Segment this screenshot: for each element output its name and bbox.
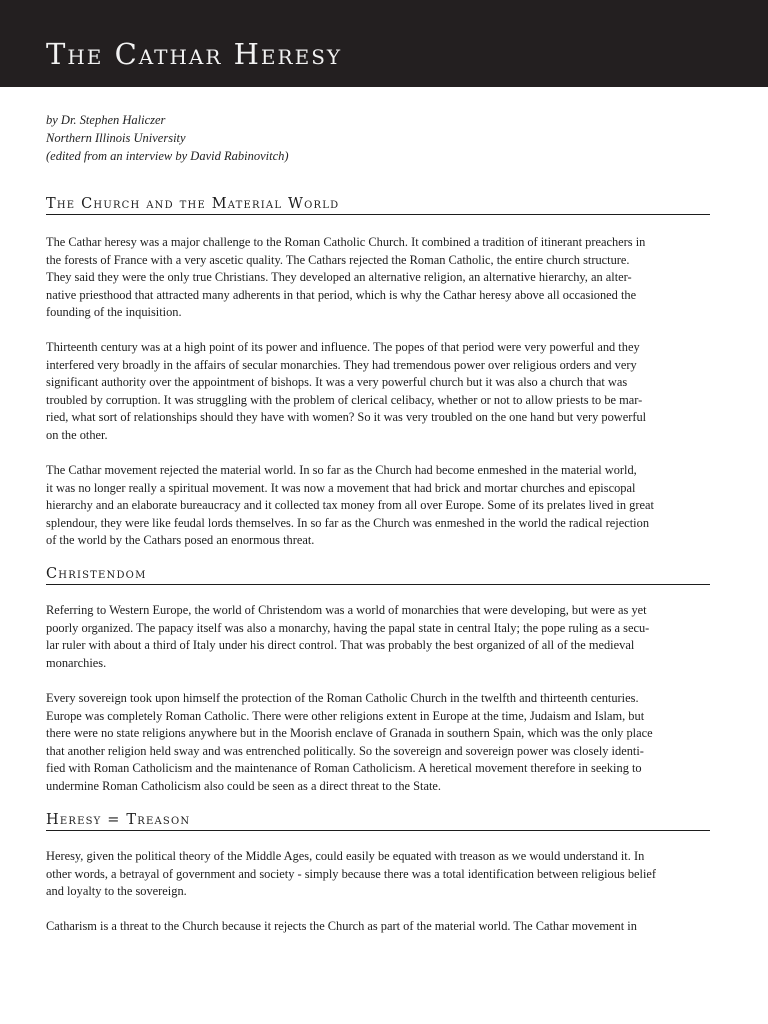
paragraph <box>46 918 714 936</box>
paragraph <box>46 602 714 672</box>
text-line: undermine Roman Catholicism also could be seen as a direct threat to the State. <box>46 778 442 793</box>
paragraph <box>46 848 714 901</box>
text-line: there were no state religions anywhere but in the Moorish enclave of Granada in southern Spain, which was the only place <box>46 726 653 740</box>
text-line: Referring to Western Europe, the world of Christendom was a world of monarchies that were developing, but were as yet <box>46 603 647 617</box>
text-line: that another religion held sway and was entrenched politically. So the sovereign and sovereign power was closely identi- <box>46 743 644 758</box>
paragraph <box>46 462 714 550</box>
text-line: Europe was completely Roman Catholic. There were other religions extent in Europe at the time, Judaism and Islam, but <box>46 708 645 723</box>
text-line: troubled by corruption. It was struggling with the problem of clerical celibacy, whether or not to allow priests to be mar- <box>46 392 643 407</box>
text-line: significant authority over the appointment of bishops. It was a very powerful church but it was also a church that was <box>46 375 628 389</box>
text-line: other words, a betrayal of government and society - simply because there was a total identification between religious belief <box>46 866 657 881</box>
text-line: it was no longer really a spiritual movement. It was now a movement that had brick and mortar churches and episcopal <box>46 480 636 495</box>
text-line: on the other. <box>46 427 108 442</box>
text-line: poorly organized. The papacy itself was also a monarchy, having the papal state in central Italy; the pope ruling as a secu- <box>46 620 650 635</box>
paragraph <box>46 690 714 795</box>
text-line: The Cathar movement rejected the material world. In so far as the Church had become enmeshed in the material world, <box>46 463 637 477</box>
section-heading-church-material-world: The Church and the Material World <box>46 196 710 215</box>
text-line: Catharism is a threat to the Church because it rejects the Church as part of the material world. The Cathar movement in <box>46 919 637 933</box>
text-line: interfered very broadly in the affairs of secular monarchies. They had tremendous power over religious orders and very <box>46 357 637 372</box>
section-heading-heresy-treason: Heresy = Treason <box>46 812 710 831</box>
text-line: hierarchy and an elaborate bureaucracy and it collected tax money from all over Europe. Some of its prelates lived in great <box>46 498 654 512</box>
paragraph <box>46 234 714 322</box>
text-line: The Cathar heresy was a major challenge to the Roman Catholic Church. It combined a tradition of itinerant preachers in <box>46 235 646 249</box>
section-heading-christendom: Christendom <box>46 566 710 585</box>
text-line: ried, what sort of relationships should they have with women? So it was very troubled on the one hand but very powerful <box>46 410 647 424</box>
text-line: splendour, they were like feudal lords themselves. In so far as the Church was enmeshed in the world the radical rejection <box>46 515 650 530</box>
byline <box>46 111 289 165</box>
page-title: The Cathar Heresy <box>46 37 343 71</box>
text-line: the forests of France with a very ascetic quality. The Cathars rejected the Roman Catholic, the entire church structure. <box>46 252 630 267</box>
byline-author: by Dr. Stephen Haliczer <box>46 113 166 127</box>
text-line: fied with Roman Catholicism and the maintenance of Roman Catholicism. A heretical movement therefore in seeking to <box>46 761 642 775</box>
text-line: They said they were the only true Christians. They developed an alternative religion, an alternative hierarchy, an alter- <box>46 270 632 284</box>
text-line: Thirteenth century was at a high point of its power and influence. The popes of that period were very powerful and they <box>46 340 640 354</box>
text-line: and loyalty to the sovereign. <box>46 884 187 898</box>
text-line: native priesthood that attracted many adherents in that period, which is why the Cathar heresy above all occasioned the <box>46 287 637 302</box>
title-banner <box>0 0 768 87</box>
text-line: of the world by the Cathars posed an enormous threat. <box>46 533 315 547</box>
text-line: Heresy, given the political theory of the Middle Ages, could easily be equated with treason as we would understand it. In <box>46 849 645 863</box>
text-line: founding of the inquisition. <box>46 305 182 319</box>
text-line: Every sovereign took upon himself the protection of the Roman Catholic Church in the twelfth and thirteenth centuries. <box>46 691 639 705</box>
text-line: monarchies. <box>46 655 107 670</box>
byline-affiliation: Northern Illinois University <box>46 131 186 145</box>
paragraph <box>46 339 714 444</box>
text-line: lar ruler with about a third of Italy under his direct control. That was probably the best organized of all of the medieval <box>46 638 635 652</box>
byline-editor-note: (edited from an interview by David Rabinovitch) <box>46 149 289 163</box>
